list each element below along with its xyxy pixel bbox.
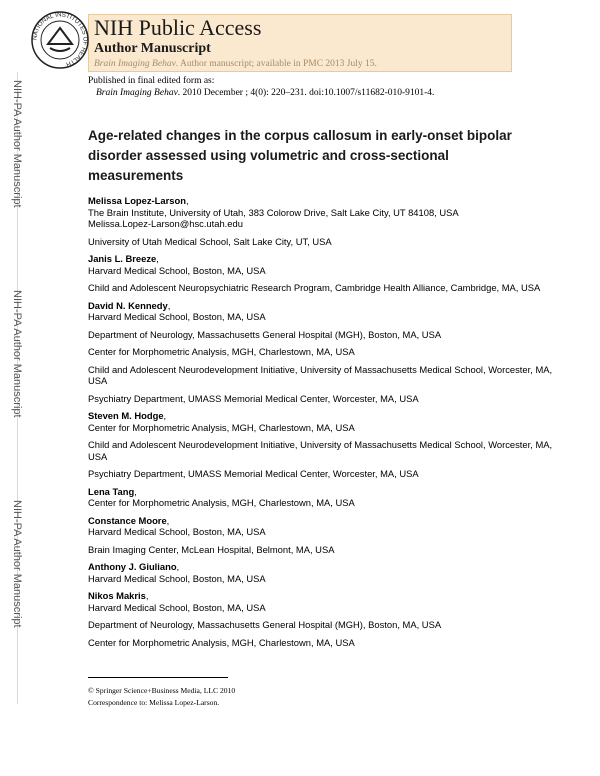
author-name-line: Anthony J. Giuliano, [88, 561, 180, 572]
nih-public-access-title: NIH Public Access [94, 15, 262, 40]
note-journal: Brain Imaging Behav [94, 59, 176, 69]
author-name: David N. Kennedy [88, 299, 168, 311]
author-affiliation: Melissa.Lopez-Larson@hsc.utah.edu [88, 218, 243, 229]
author-name: Lena Tang [88, 485, 135, 497]
sidebar-label-1: NIH-PA Author Manuscript [11, 80, 23, 208]
author-name: Nikos Makris [88, 590, 146, 601]
citation-journal: Brain Imaging Behav [96, 88, 178, 98]
sidebar-label-3: NIH-PA Author Manuscript [11, 500, 23, 628]
author-manuscript-label: Author Manuscript [94, 41, 211, 56]
additional-affiliation: Psychiatry Department, UMASS Memorial Medical Center, Worcester, MA, USA [88, 392, 419, 404]
author-block [88, 515, 558, 556]
note-rest: . Author manuscript; available in PMC 2013 July 15. [175, 59, 377, 69]
sidebar-label-2: NIH-PA Author Manuscript [11, 290, 23, 418]
author-name-line: Constance Moore, [88, 514, 170, 526]
author-affiliation: Harvard Medical School, Boston, MA, USA [88, 572, 266, 584]
author-name-line: Janis L. Breeze, [88, 253, 159, 264]
additional-affiliation: Center for Morphometric Analysis, MGH, Charlestown, MA, USA [88, 346, 355, 357]
author-name-line: Steven M. Hodge, [88, 410, 167, 421]
availability-note [94, 59, 377, 69]
seal-ring-text: NATIONAL INSTITUTES OF HEALTH [31, 11, 89, 68]
author-block [88, 561, 558, 584]
author-name-line: David N. Kennedy, [88, 299, 171, 311]
author-name: Anthony J. Giuliano [88, 561, 177, 572]
author-affiliation: Harvard Medical School, Boston, MA, USA [88, 311, 266, 322]
article-title: Age-related changes in the corpus callosum in early-onset bipolar disorder assessed using volumetric and cross-sectional measurements [88, 128, 512, 183]
author-block [88, 195, 558, 247]
footnote-rule [88, 677, 228, 678]
author-block [88, 253, 558, 294]
footnotes [88, 685, 235, 709]
additional-affiliation: Department of Neurology, Massachusetts General Hospital (MGH), Boston, MA, USA [88, 328, 442, 340]
author-list [88, 195, 558, 648]
author-affiliation: The Brain Institute, University of Utah, 383 Colorow Drive, Salt Lake City, UT 84108, USA [88, 206, 459, 218]
author-block [88, 410, 558, 480]
author-affiliation: Center for Morphometric Analysis, MGH, Charlestown, MA, USA [88, 421, 355, 433]
author-affiliation: Harvard Medical School, Boston, MA, USA [88, 264, 266, 276]
additional-affiliation: Department of Neurology, Massachusetts General Hospital (MGH), Boston, MA, USA [88, 619, 442, 630]
citation-rest: . 2010 December ; 4(0): 220–231. doi:10.1007/s11682-010-9101-4. [177, 88, 435, 98]
citation [88, 87, 434, 99]
additional-affiliation: Child and Adolescent Neurodevelopment Initiative, University of Massachusetts Medical School, Worcester, MA, USA [88, 363, 553, 386]
author-name: Steven M. Hodge [88, 410, 164, 421]
author-name: Constance Moore [88, 514, 167, 526]
published-line: Published in final edited form as: [88, 76, 215, 86]
author-name-line: Nikos Makris, [88, 590, 149, 601]
correspondence-note: Correspondence to: Melissa Lopez-Larson. [88, 698, 220, 707]
copyright-note: © Springer Science+Business Media, LLC 2010 [88, 686, 236, 695]
additional-affiliation: Psychiatry Department, UMASS Memorial Medical Center, Worcester, MA, USA [88, 468, 419, 479]
author-name: Janis L. Breeze [88, 253, 157, 264]
author-name-line: Lena Tang, [88, 485, 137, 497]
author-name-line: Melissa Lopez-Larson, [88, 195, 189, 206]
author-block [88, 300, 558, 405]
author-block [88, 486, 558, 509]
author-affiliation: Harvard Medical School, Boston, MA, USA [88, 601, 266, 613]
publication-info [88, 75, 434, 99]
author-block [88, 590, 558, 648]
nih-seal-icon [30, 10, 90, 70]
author-affiliation: Harvard Medical School, Boston, MA, USA [88, 526, 266, 537]
additional-affiliation: Child and Adolescent Neuropsychiatric Research Program, Cambridge Health Alliance, Cambridge, MA, USA [88, 282, 541, 293]
author-affiliation: Center for Morphometric Analysis, MGH, Charlestown, MA, USA [88, 497, 355, 508]
additional-affiliation: Child and Adolescent Neurodevelopment Initiative, University of Massachusetts Medical School, Worcester, MA, USA [88, 439, 553, 462]
author-name: Melissa Lopez-Larson [88, 195, 186, 206]
additional-affiliation: University of Utah Medical School, Salt Lake City, UT, USA [88, 235, 332, 247]
additional-affiliation: Brain Imaging Center, McLean Hospital, Belmont, MA, USA [88, 543, 335, 555]
additional-affiliation: Center for Morphometric Analysis, MGH, Charlestown, MA, USA [88, 636, 355, 648]
